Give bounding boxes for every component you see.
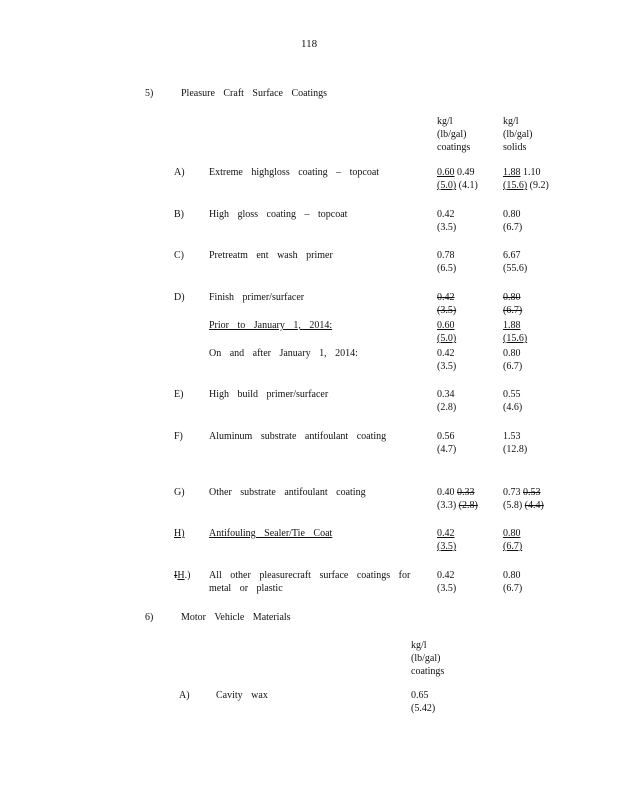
section-5-title: Pleasure Craft Surface Coatings — [181, 88, 328, 99]
section-5-number: 5) — [145, 88, 154, 99]
page-number: 118 — [301, 38, 318, 50]
section-6-number: 6) — [145, 612, 154, 623]
section-6-title: Motor Vehicle Materials — [181, 612, 291, 623]
